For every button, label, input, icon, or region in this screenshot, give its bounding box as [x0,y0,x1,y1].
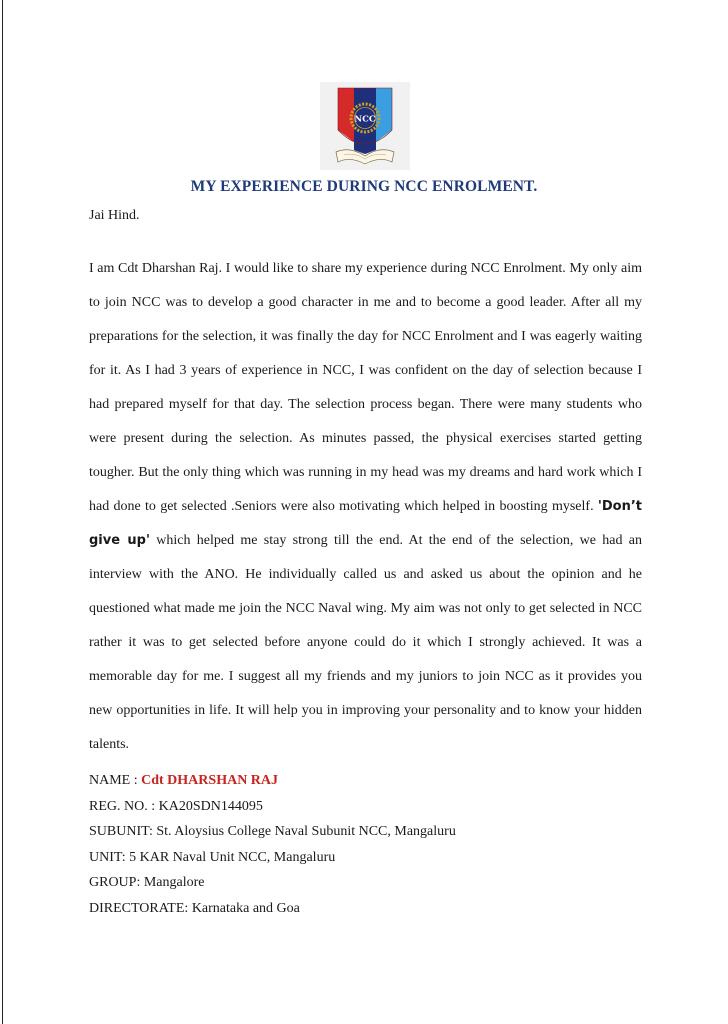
detail-group-label: GROUP: [89,875,144,890]
detail-directorate-value: Karnataka and Goa [191,900,300,916]
body-text-part-2: which helped me stay strong till the end. At the end of the selection, we had an interview with the ANO. He individually called us and asked us about the opinion and he questioned what made me join the NCC Naval wing. My aim was not only to get selected in NCC rather it was to get selected before anyone could do it which I strongly achieved. It was a memorable day for me. I suggest all my friends and my juniors to join NCC as it provides you new opportunities in life. It will help you in improving your personality and to know your hidden talents. [89,533,643,752]
detail-reg-value: KA20SDN144095 [158,798,263,814]
body-paragraph [89,252,642,762]
detail-subunit-value: St. Aloysius College Naval Subunit NCC, Mangaluru [156,824,456,839]
detail-group-value: Mangalore [143,875,205,890]
detail-directorate [89,896,456,922]
detail-reg-label: REG. NO. : [89,798,159,814]
detail-reg-no [89,794,456,820]
detail-name-label: NAME : [89,773,142,788]
cadet-details [89,768,456,921]
greeting: Jai Hind. [89,208,140,223]
body-text-part-1: I am Cdt Dharshan Raj. I would like to share my experience during NCC Enrolment. My only aim to join NCC was to develop a good character in me and to become a good leader. After all my preparations for the selection, it was finally the day for NCC Enrolment and I was eagerly waiting for it. As I had 3 years of experience in NCC, I was confident on the day of selection because I had prepared myself for that day. The selection process began. There were many students who were present during the selection. As minutes passed, the physical exercises started getting tougher. But the only thing which was running in my head was my dreams and hard work which I had done to get selected .Seniors were also motivating which helped in boosting myself. [89,261,642,514]
detail-name-value: Cdt DHARSHAN RAJ [141,773,279,788]
detail-unit-value: 5 KAR Naval Unit NCC, Mangaluru [129,849,336,865]
detail-subunit [89,819,456,845]
ncc-emblem-icon [320,82,410,170]
detail-group [89,870,456,896]
detail-directorate-label: DIRECTORATE: [89,900,192,916]
body-emphasis: 'Don’t give up' [89,499,642,548]
logo-text: NCC [354,114,376,125]
detail-name [89,768,456,794]
detail-unit [89,845,456,871]
ncc-logo [320,82,410,170]
detail-subunit-label: SUBUNIT: [89,824,157,839]
page-left-border [2,0,3,1024]
page-title: MY EXPERIENCE DURING NCC ENROLMENT. [190,178,538,195]
detail-unit-label: UNIT: [89,849,130,865]
